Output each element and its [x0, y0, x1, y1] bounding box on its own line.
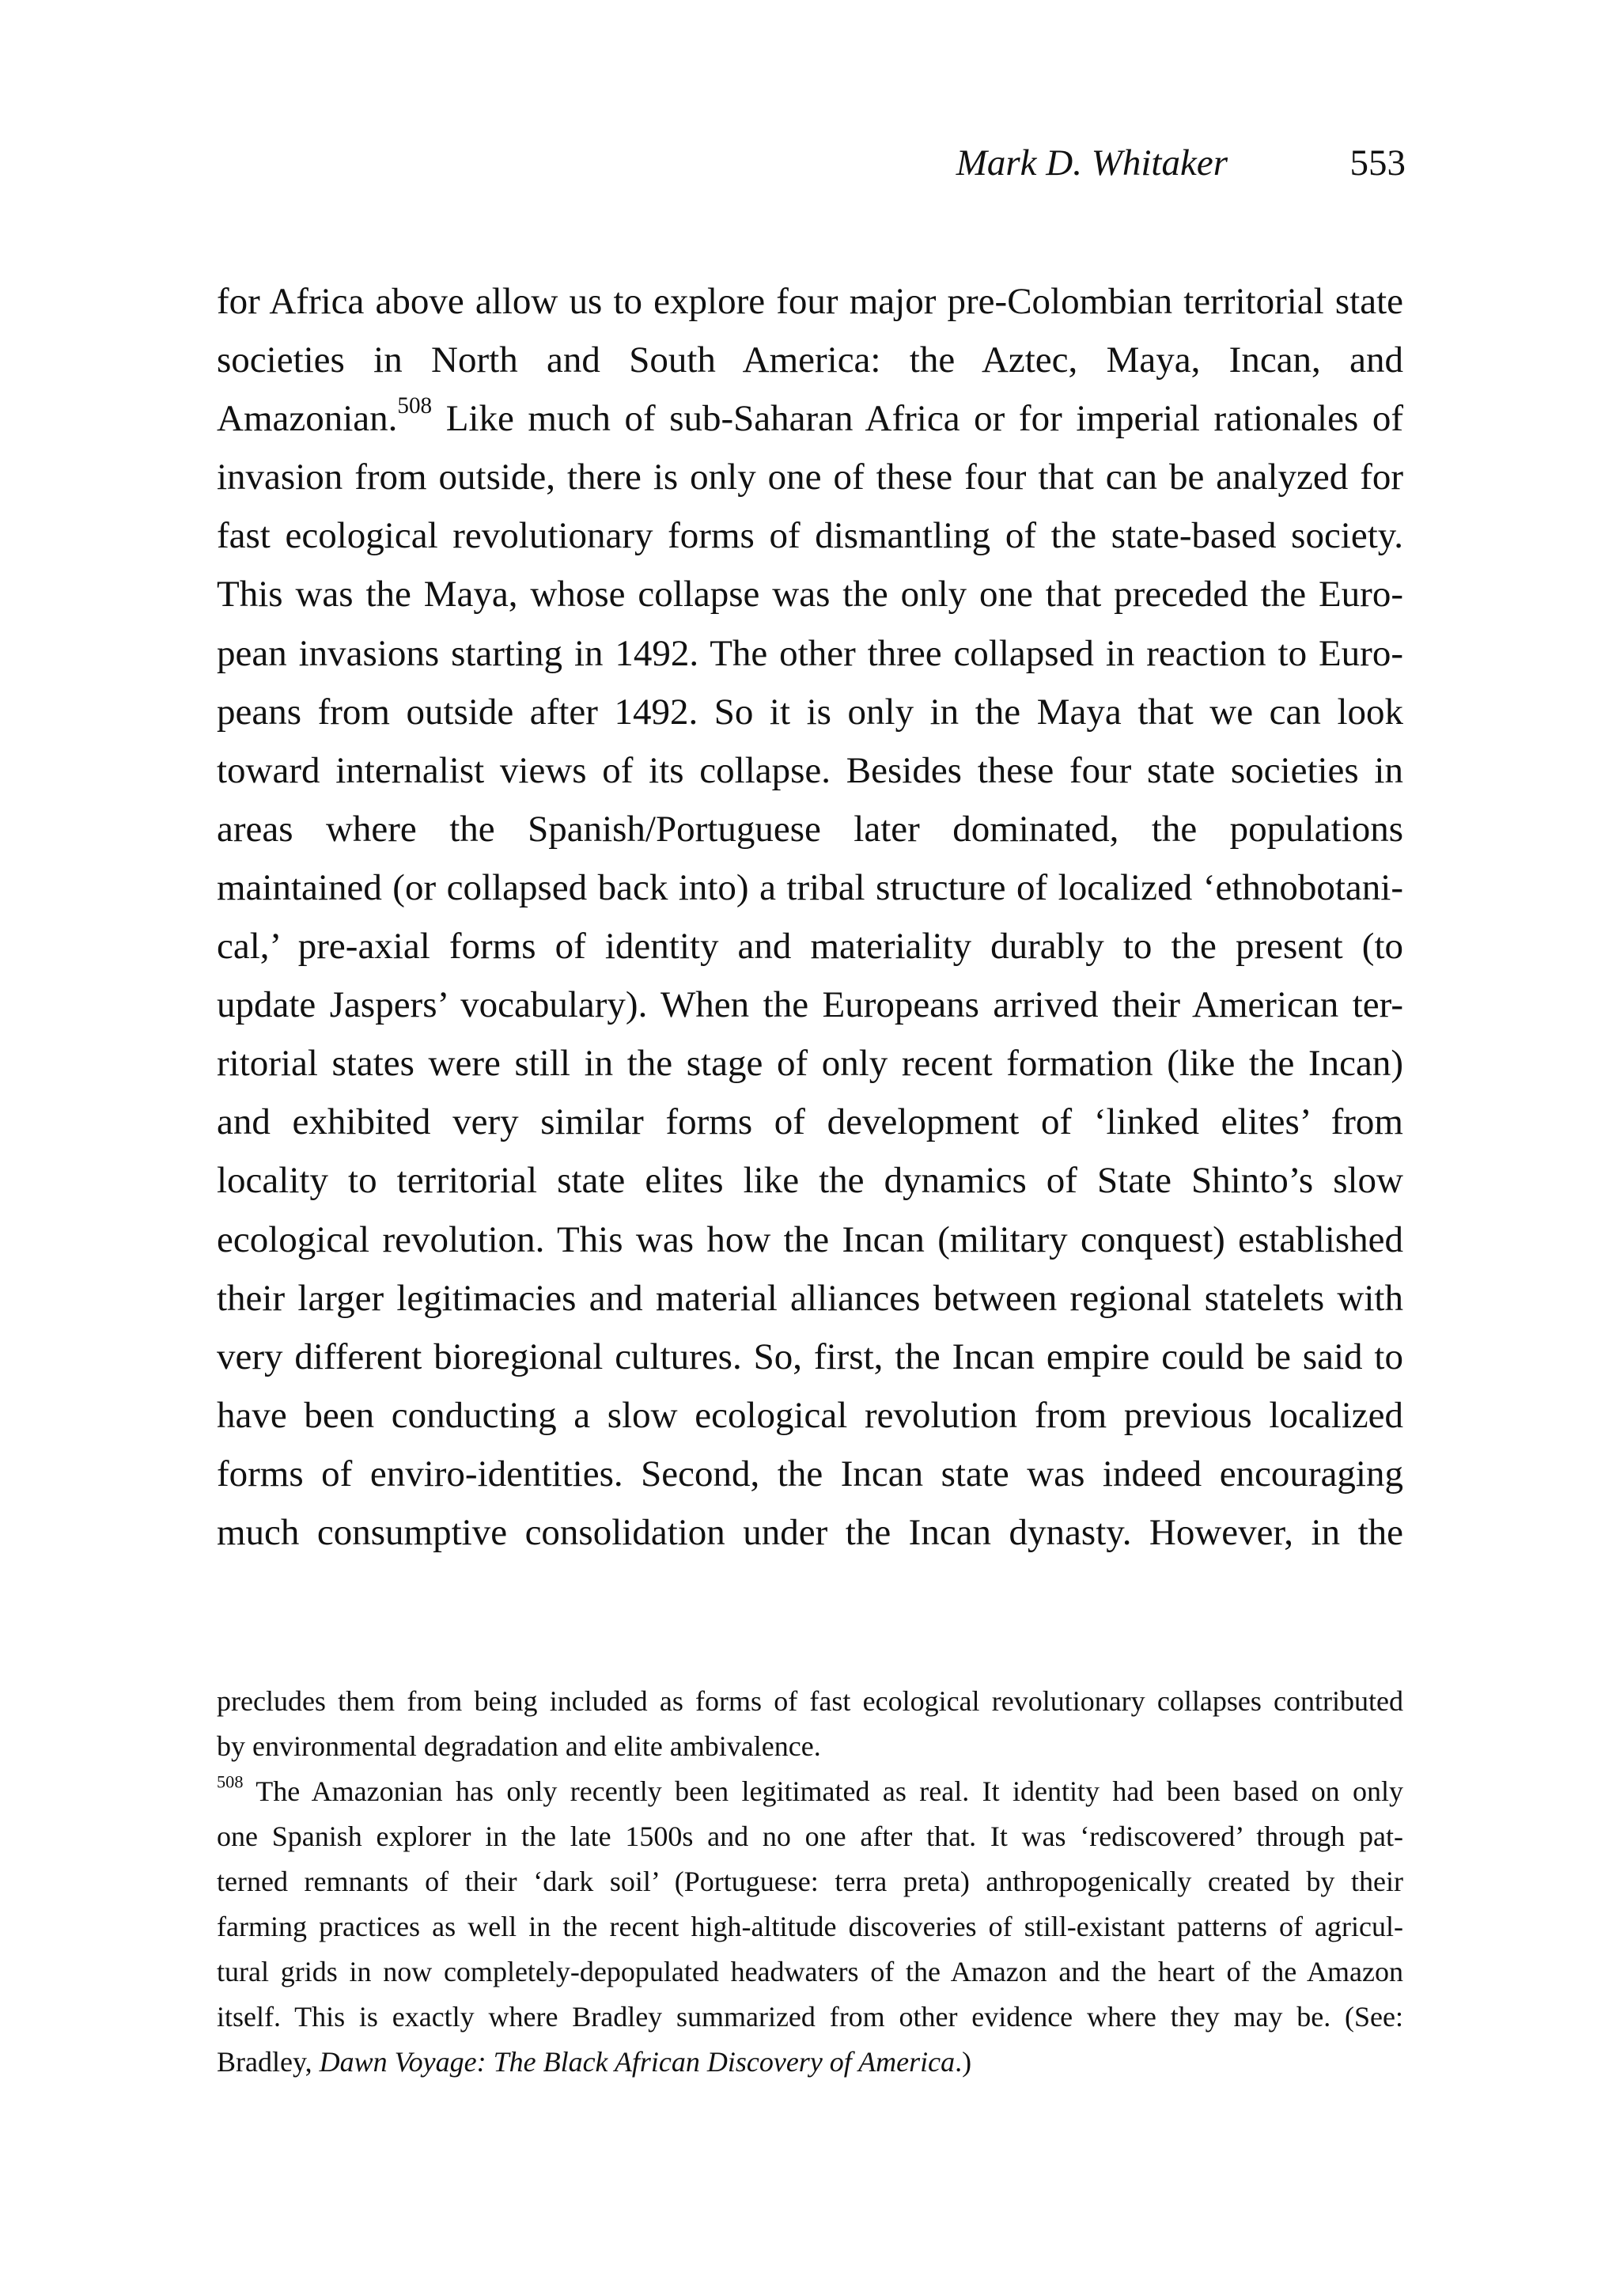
- text-fragment: The Amazonian has only recently been legitimated as real. It identity had been based on only: [255, 1775, 1403, 1807]
- text-line: societies in North and South America: the Aztec, Maya, Incan, and: [217, 339, 1403, 381]
- text-line: have been conducting a slow ecological revolution from previous localized: [217, 1394, 1403, 1436]
- running-head-author: Mark D. Whitaker: [956, 142, 1228, 184]
- text-line: invasion from outside, there is only one of these four that can be analyzed for: [217, 457, 1403, 498]
- text-line: This was the Maya, whose collapse was the only one that preceded the Euro-: [217, 574, 1403, 616]
- text-line: pean invasions starting in 1492. The other three collapsed in reaction to Euro-: [217, 632, 1403, 674]
- text-line: [217, 389, 1403, 448]
- text-line: fast ecological revolutionary forms of dismantling of the state-based society.: [217, 515, 1403, 557]
- text-line: forms of enviro-identities. Second, the Incan state was indeed encouraging: [217, 1453, 1403, 1495]
- running-header: [931, 139, 1406, 187]
- text-line: and exhibited very similar forms of development of ‘linked elites’ from: [217, 1101, 1403, 1143]
- text-line: their larger legitimacies and material alliances between regional statelets with: [217, 1277, 1403, 1319]
- footnote-line: terned remnants of their ‘dark soil’ (Portuguese: terra preta) anthropogenically created by their: [217, 1866, 1403, 1897]
- footnote-line: itself. This is exactly where Bradley summarized from other evidence where they may be. (See:: [217, 2001, 1403, 2033]
- footnote-line: tural grids in now completely-depopulated headwaters of the Amazon and the heart of the Amazon: [217, 1956, 1403, 1987]
- footnote-reference: 508: [397, 393, 433, 419]
- text-line: for Africa above allow us to explore four major pre-Colombian territorial state: [217, 281, 1403, 322]
- footnote-508-first-line: [217, 1769, 1403, 1814]
- footnote-line: one Spanish explorer in the late 1500s and no one after that. It was ‘rediscovered’ through pat-: [217, 1821, 1403, 1852]
- text-line: update Jaspers’ vocabulary). When the Europeans arrived their American ter-: [217, 984, 1403, 1026]
- text-line: peans from outside after 1492. So it is only in the Maya that we can look: [217, 691, 1403, 733]
- text-line: toward internalist views of its collapse. Besides these four state societies in: [217, 749, 1403, 791]
- text-line: areas where the Spanish/Portuguese later dominated, the populations: [217, 808, 1403, 850]
- text-fragment: .): [955, 2046, 972, 2078]
- main-text: [217, 272, 1403, 1562]
- footnote-line: farming practices as well in the recent high-altitude discoveries of still-existant patterns of agricul-: [217, 1911, 1403, 1942]
- footnote-line: [217, 2040, 1403, 2085]
- text-line: ecological revolution. This was how the Incan (military conquest) established: [217, 1218, 1403, 1260]
- footnote-line: precludes them from being included as forms of fast ecological revolutionary collapses contributed: [217, 1685, 1403, 1717]
- text-line: very different bioregional cultures. So, first, the Incan empire could be said to: [217, 1336, 1403, 1377]
- text-line: maintained (or collapsed back into) a tribal structure of localized ‘ethnobotani-: [217, 866, 1403, 908]
- text-fragment: Amazonian.: [217, 398, 398, 440]
- footnotes: [217, 1679, 1403, 2085]
- footnote-marker: 508: [217, 1771, 244, 1792]
- page-number: 553: [1349, 142, 1406, 184]
- text-line: locality to territorial state elites like the dynamics of State Shinto’s slow: [217, 1160, 1403, 1202]
- text-fragment: Bradley,: [217, 2046, 312, 2078]
- citation-title: Dawn Voyage: The Black African Discovery of America: [319, 2046, 956, 2078]
- text-line: cal,’ pre-axial forms of identity and materiality durably to the present (to: [217, 926, 1403, 968]
- text-line: ritorial states were still in the stage of only recent formation (like the Incan): [217, 1043, 1403, 1085]
- text-fragment: Like much of sub-Saharan Africa or for imperial rationales of: [445, 398, 1403, 440]
- text-line: much consumptive consolidation under the Incan dynasty. However, in the: [217, 1511, 1403, 1553]
- footnote-line: by environmental degradation and elite ambivalence.: [217, 1730, 821, 1762]
